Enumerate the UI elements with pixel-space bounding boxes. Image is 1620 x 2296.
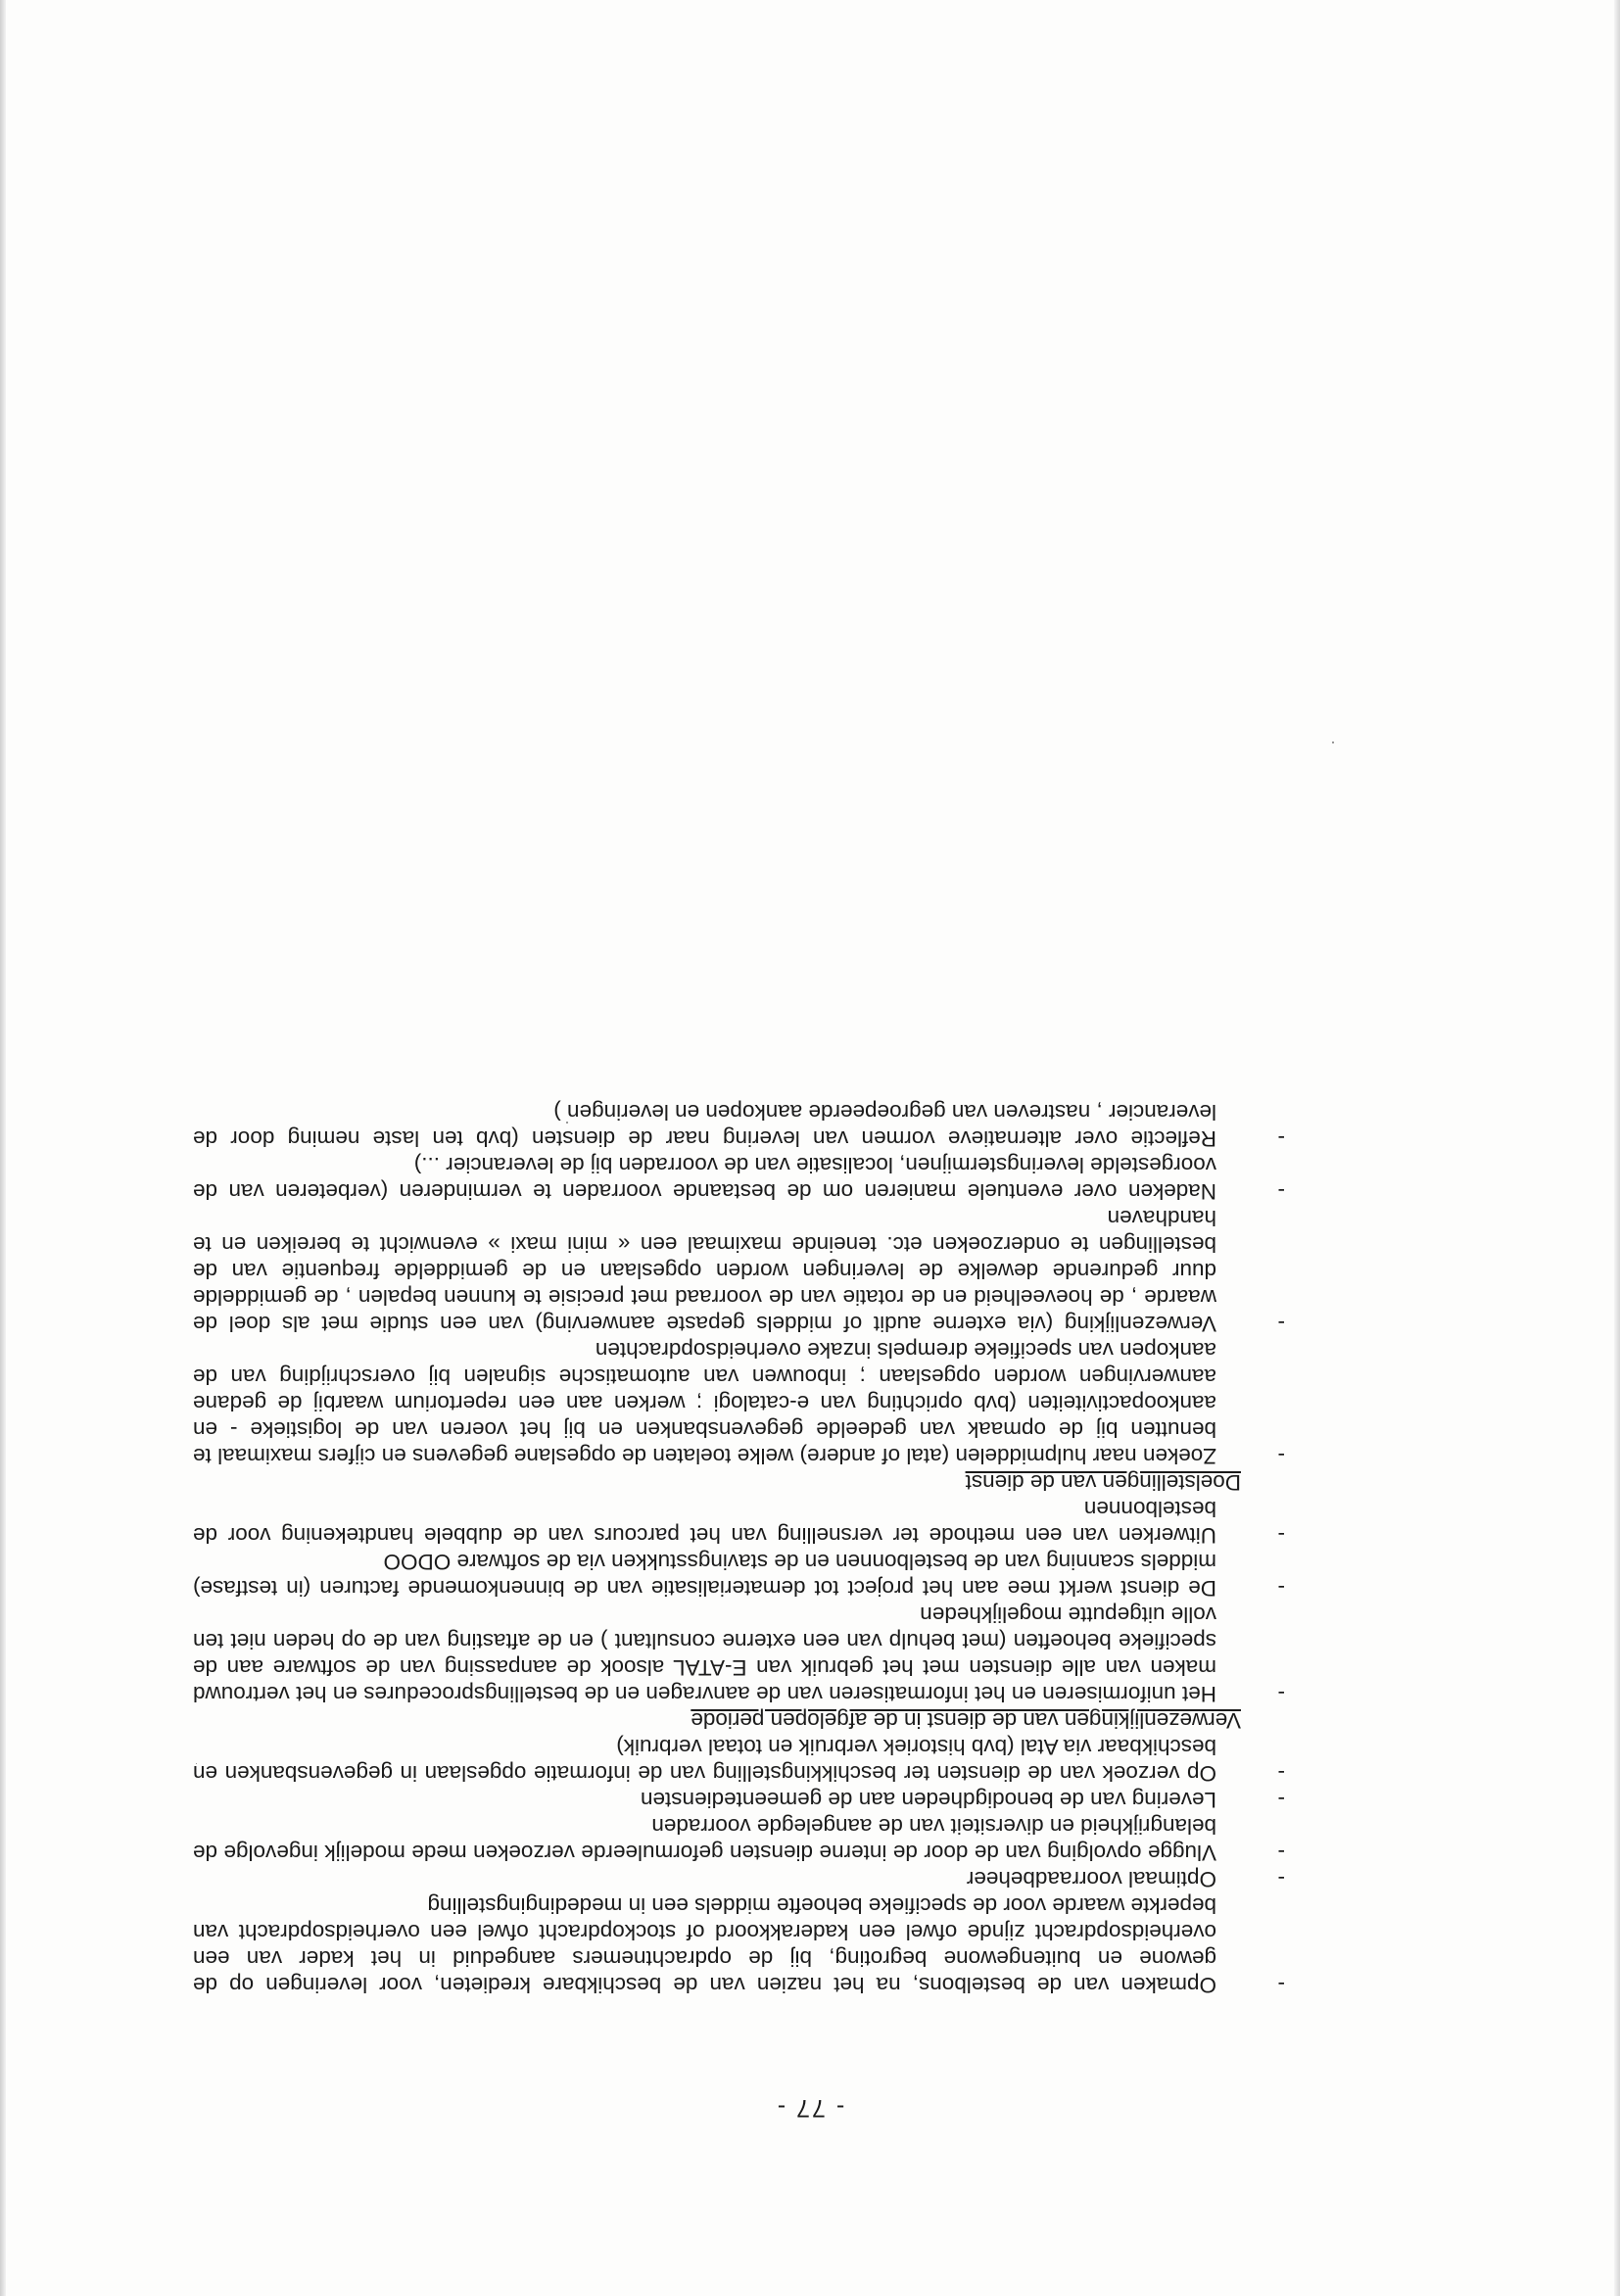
section-heading-realizations: Verwezenlijkingen van de dienst in de afgelopen periode xyxy=(691,1708,1241,1733)
bullet-item: - Levering van de benodigdheden aan de gemeentediensten xyxy=(193,1787,1241,1813)
bullet-item: - Reflectie over alternatieve vormen van levering naar de diensten (bvb ten laste neming door de leverancier , nastreven van gegroepeerde aankopen en leveringen ) xyxy=(193,1099,1241,1152)
document-body xyxy=(193,1099,1241,1998)
bullet-item: - Op verzoek van de diensten ter beschikkingstelling van de informatie opgeslaan in gegevensbanken en beschikbaar via Atal (bvb historiek verbruik en totaal verbruik) xyxy=(193,1734,1241,1787)
bullet-item: - Zoeken naar hulpmiddelen (atal of andere) welke toelaten de opgeslane gegevens en cijfers maximaal te benutten bij de opmaak van gedeelde gegevensbanken en bij het voeren van de logistieke - en aankoopactiviteiten (bvb oprichting van e-catalogi ; werken aan een repertorium waarbij de gedane aanwervingen worden opgeslaan ; inbouwen van automatische signalen bij overschrijding van de aankopen van specifieke drempels inzake overheidsopdrachten xyxy=(193,1337,1241,1469)
page-number: - 77 - xyxy=(775,2094,845,2122)
bullet-item: - De dienst werkt mee aan het project tot dematerialisatie van de binnenkomende facturen (in testfase) middels scanning van de bestelbonnen en de stavingsstukken via de software ODOO xyxy=(193,1549,1241,1602)
bullet-item: - Verwezenlijking (via externe audit of middels gepaste aanwerving) van een studie met als doel de waarde , de hoeveelheid en de rotatie van de voorraad met precisie te kunnen bepalen , de gemiddelde duur gedurende dewelke de leveringen worden opgeslaan en de gemiddelde frequentie van de bestellingen te onderzoeken etc. teneinde maximaal een « mini maxi » evenwicht te bereiken en te handhaven xyxy=(193,1205,1241,1337)
bullet-item: - Opmaken van de bestelbons, na het nazien van de beschikbare kredieten, voor leveringen op de gewone en buitengewone begroting, bij de opdrachtnemers aangeduid in het kader van een overheidsopdracht zijnde ofwel een kaderakkoord of stockopdracht ofwel een overheidsopdracht van beperkte waarde voor de specifieke behoefte middels een in mededingingstelling xyxy=(193,1892,1241,1998)
bullet-item: - Nadeken over eventuele manieren om de bestaande voorraden te verminderen (verbeteren van de voorgestelde leveringstermijnen, localisatie van de voorraden bij de leverancier ...) xyxy=(193,1152,1241,1205)
bullet-item: - Uitwerken van een methode ter versnelling van het parcours van de dubbele handtekening voor de bestelbonnen xyxy=(193,1496,1241,1549)
section-heading-objectives: Doelstellingen van de dienst xyxy=(965,1470,1241,1495)
bullet-item: - Vlugge opvolging van de door de interne diensten geformuleerde verzoeken mede modelijk ingevolge de belangrijkheid en diversiteit van de aangelegde voorraden xyxy=(193,1813,1241,1866)
bullet-item: - Het uniformiseren en het informatiseren van de aanvragen en de bestellingsprocedures en het vertrouwd maken van alle diensten met het gebruik van E-ATAL alsook de aanpassing van de software aan de specifieke behoeften (met behulp van een externe consultant ) en de aftasting van de op heden niet ten volle uitgeputte mogelijkheden xyxy=(193,1602,1241,1707)
bullet-item: - Optimaal voorraadbeheer xyxy=(193,1866,1241,1892)
